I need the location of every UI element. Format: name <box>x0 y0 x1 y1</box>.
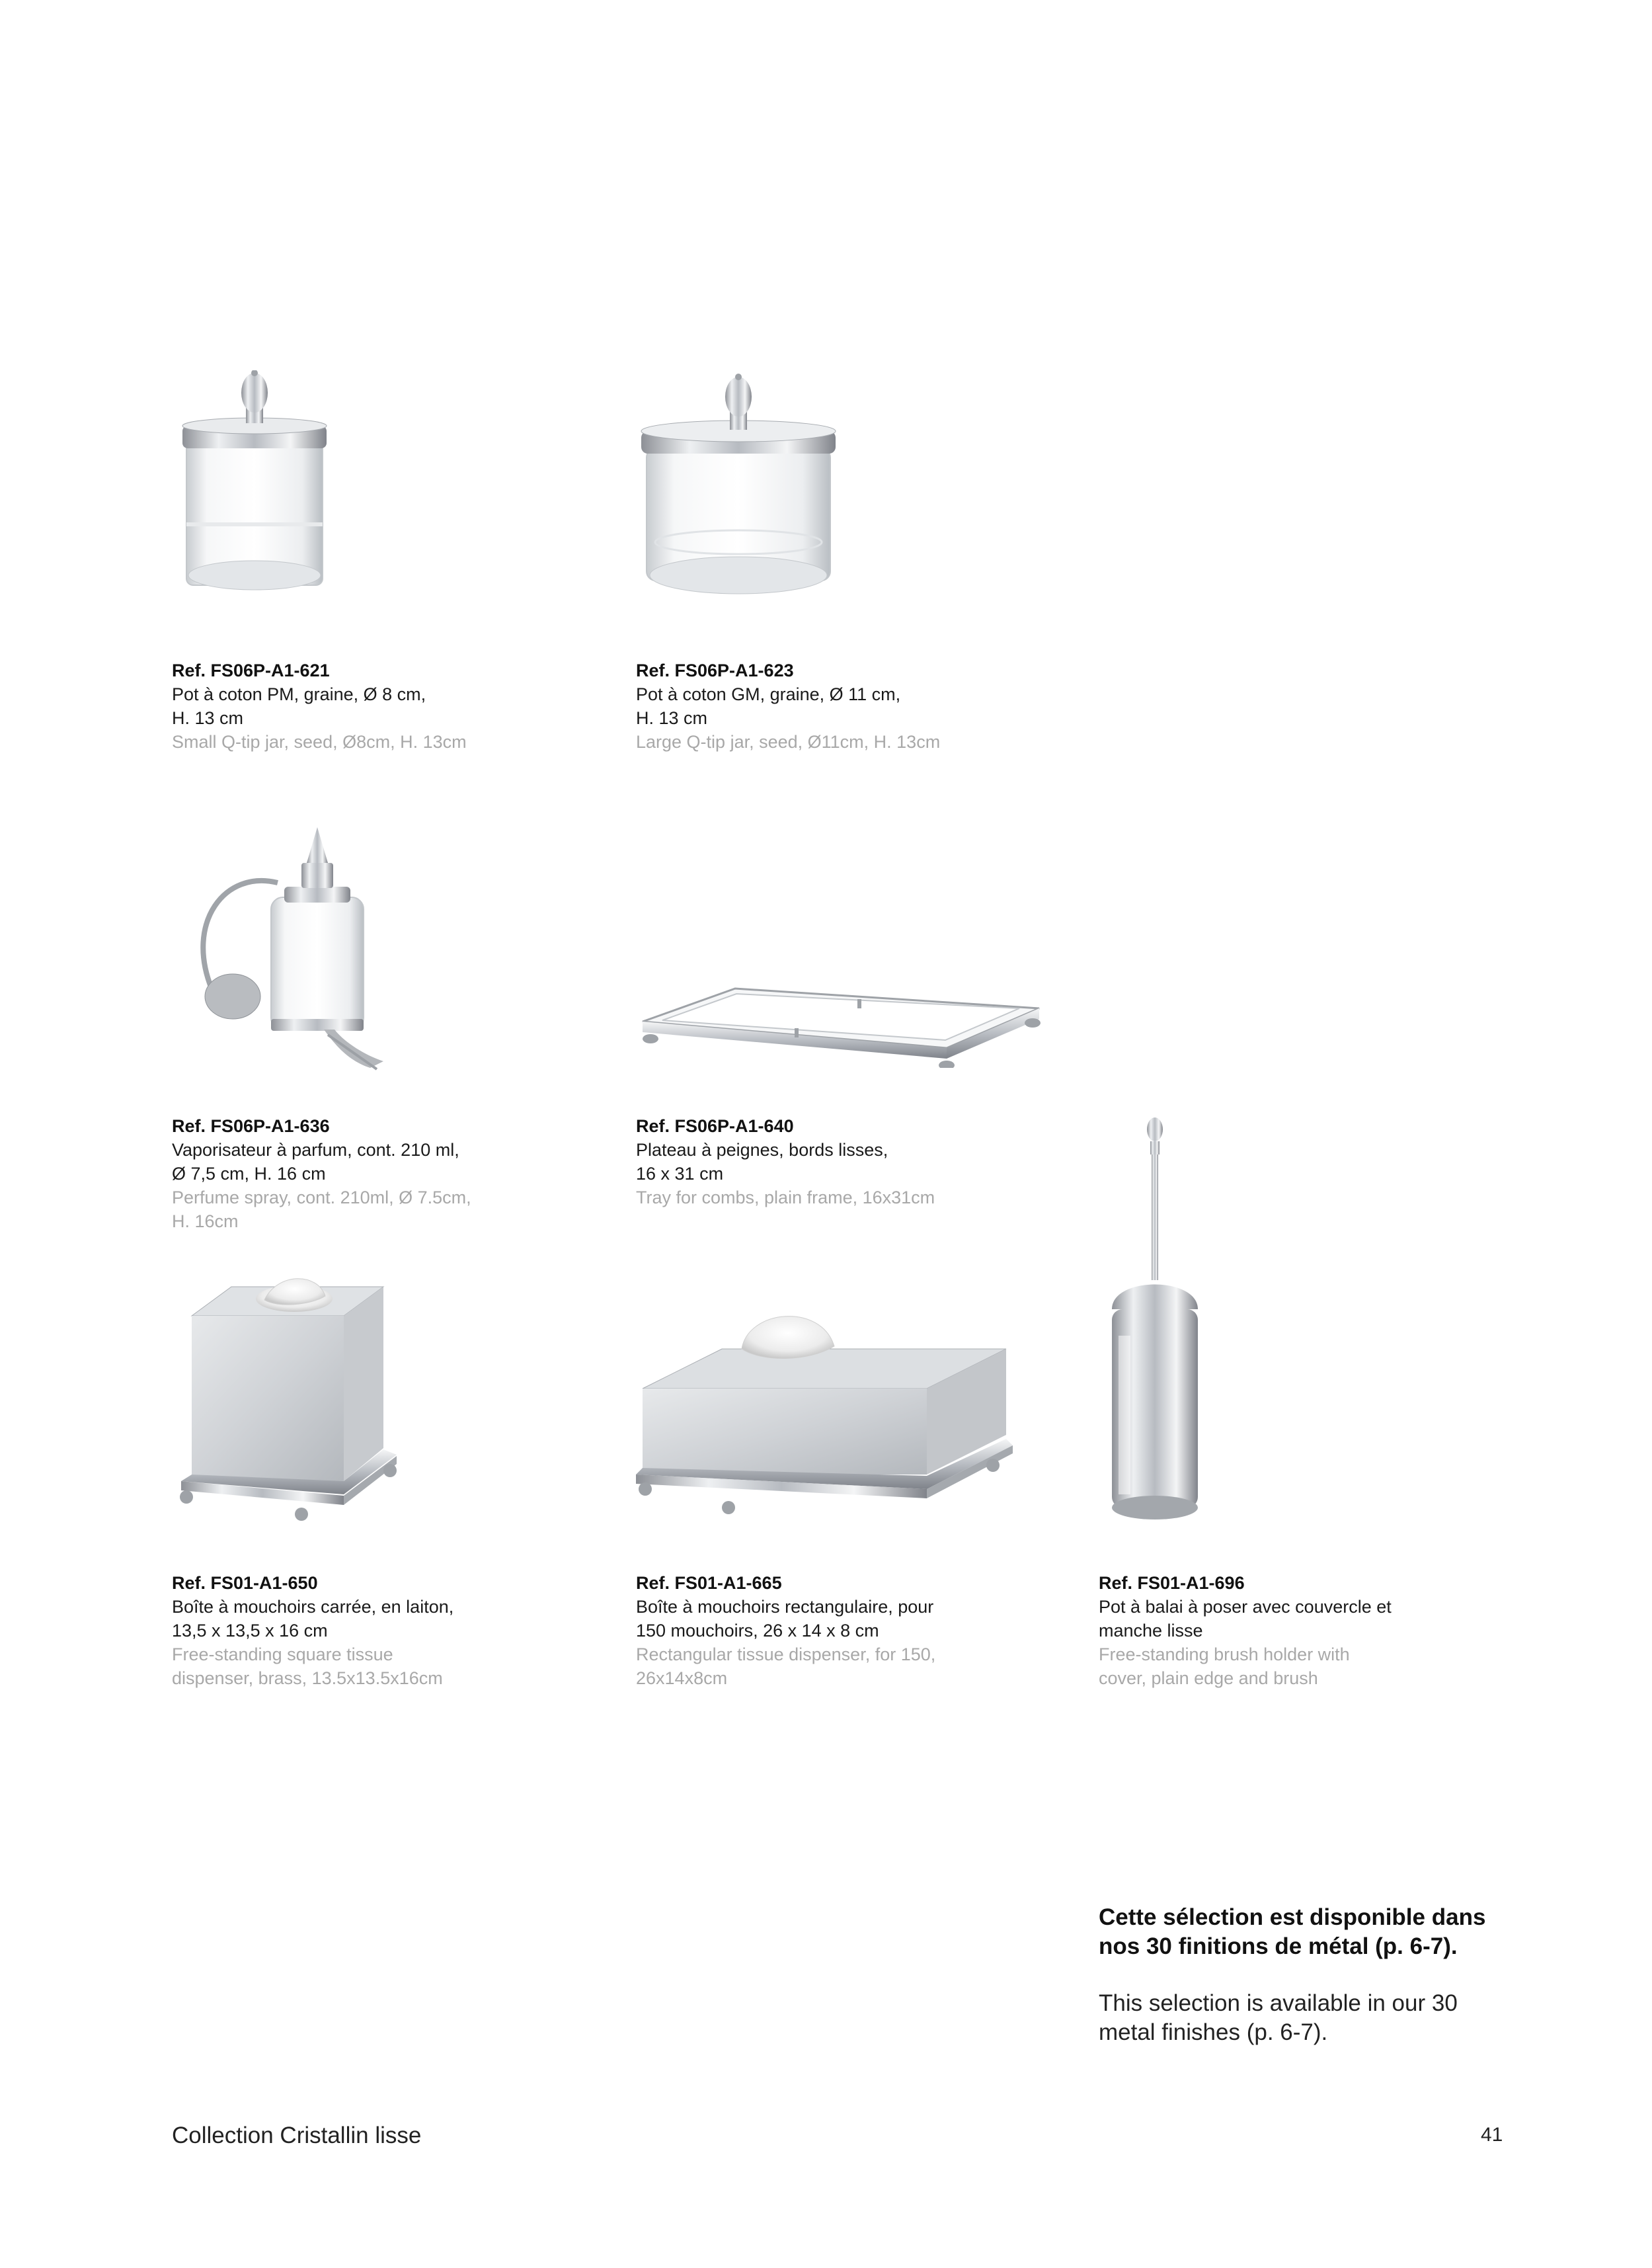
product-description-fr: Plateau à peignes, bords lisses, <box>636 1140 888 1160</box>
small-qtip-jar-image <box>172 370 337 608</box>
product-description-en: Tray for combs, plain frame, 16x31cm <box>636 1188 935 1207</box>
square-tissue-box-image <box>172 1276 410 1534</box>
product-ref: Ref. FS06P-A1-636 <box>172 1116 330 1136</box>
product-ref: Ref. FS01-A1-650 <box>172 1573 318 1593</box>
product-description-en: 26x14x8cm <box>636 1668 728 1688</box>
rectangular-tissue-box-image <box>636 1303 1019 1527</box>
product-caption <box>636 659 940 754</box>
product-ref: Ref. FS06P-A1-640 <box>636 1116 794 1136</box>
product-caption <box>636 1114 935 1209</box>
note-line: Cette sélection est disponible dans <box>1099 1904 1486 1930</box>
perfume-spray-image <box>172 823 410 1074</box>
product-description-en: Rectangular tissue dispenser, for 150, <box>636 1644 936 1664</box>
product-description-fr: manche lisse <box>1099 1621 1203 1640</box>
product-description-fr: H. 13 cm <box>636 708 708 728</box>
note-line: nos 30 finitions de métal (p. 6-7). <box>1099 1933 1458 1959</box>
product-ref: Ref. FS06P-A1-621 <box>172 661 330 680</box>
finishes-note <box>1099 1903 1575 2047</box>
product-ref: Ref. FS06P-A1-623 <box>636 661 794 680</box>
brush-holder-image <box>1099 1117 1231 1527</box>
note-line: This selection is available in our 30 <box>1099 1990 1458 2016</box>
product-description-en: dispenser, brass, 13.5x13.5x16cm <box>172 1668 443 1688</box>
page-number: 41 <box>1481 2124 1503 2146</box>
product-caption <box>1099 1571 1392 1690</box>
product-description-en: H. 16cm <box>172 1211 239 1231</box>
product-description-fr: H. 13 cm <box>172 708 244 728</box>
product-caption <box>636 1571 935 1690</box>
product-caption <box>172 659 467 754</box>
product-description-en: Free-standing square tissue <box>172 1644 393 1664</box>
product-description-fr: Ø 7,5 cm, H. 16 cm <box>172 1164 326 1184</box>
product-description-fr: Pot à coton PM, graine, Ø 8 cm, <box>172 684 426 704</box>
product-ref: Ref. FS01-A1-696 <box>1099 1573 1245 1593</box>
product-description-fr: Boîte à mouchoirs carrée, en laiton, <box>172 1597 454 1617</box>
product-description-fr: Vaporisateur à parfum, cont. 210 ml, <box>172 1140 459 1160</box>
product-description-fr: Pot à coton GM, graine, Ø 11 cm, <box>636 684 901 704</box>
product-description-en: Small Q-tip jar, seed, Ø8cm, H. 13cm <box>172 732 467 752</box>
product-caption <box>172 1114 471 1233</box>
finishes-note-fr <box>1099 1903 1575 1961</box>
product-description-fr: 16 x 31 cm <box>636 1164 724 1184</box>
product-description-en: Free-standing brush holder with <box>1099 1644 1350 1664</box>
product-description-en: Large Q-tip jar, seed, Ø11cm, H. 13cm <box>636 732 941 752</box>
note-line: metal finishes (p. 6-7). <box>1099 2019 1328 2045</box>
large-qtip-jar-image <box>636 370 841 608</box>
collection-title: Collection Cristallin lisse <box>172 2123 422 2148</box>
product-description-en: Perfume spray, cont. 210ml, Ø 7.5cm, <box>172 1188 471 1207</box>
product-description-en: cover, plain edge and brush <box>1099 1668 1318 1688</box>
product-caption <box>172 1571 453 1690</box>
product-ref: Ref. FS01-A1-665 <box>636 1573 782 1593</box>
product-description-fr: Pot à balai à poser avec couvercle et <box>1099 1597 1392 1617</box>
product-description-fr: 13,5 x 13,5 x 16 cm <box>172 1621 328 1640</box>
finishes-note-en <box>1099 1989 1575 2047</box>
product-description-fr: Boîte à mouchoirs rectangulaire, pour <box>636 1597 934 1617</box>
comb-tray-image <box>636 936 1046 1068</box>
product-description-fr: 150 mouchoirs, 26 x 14 x 8 cm <box>636 1621 879 1640</box>
